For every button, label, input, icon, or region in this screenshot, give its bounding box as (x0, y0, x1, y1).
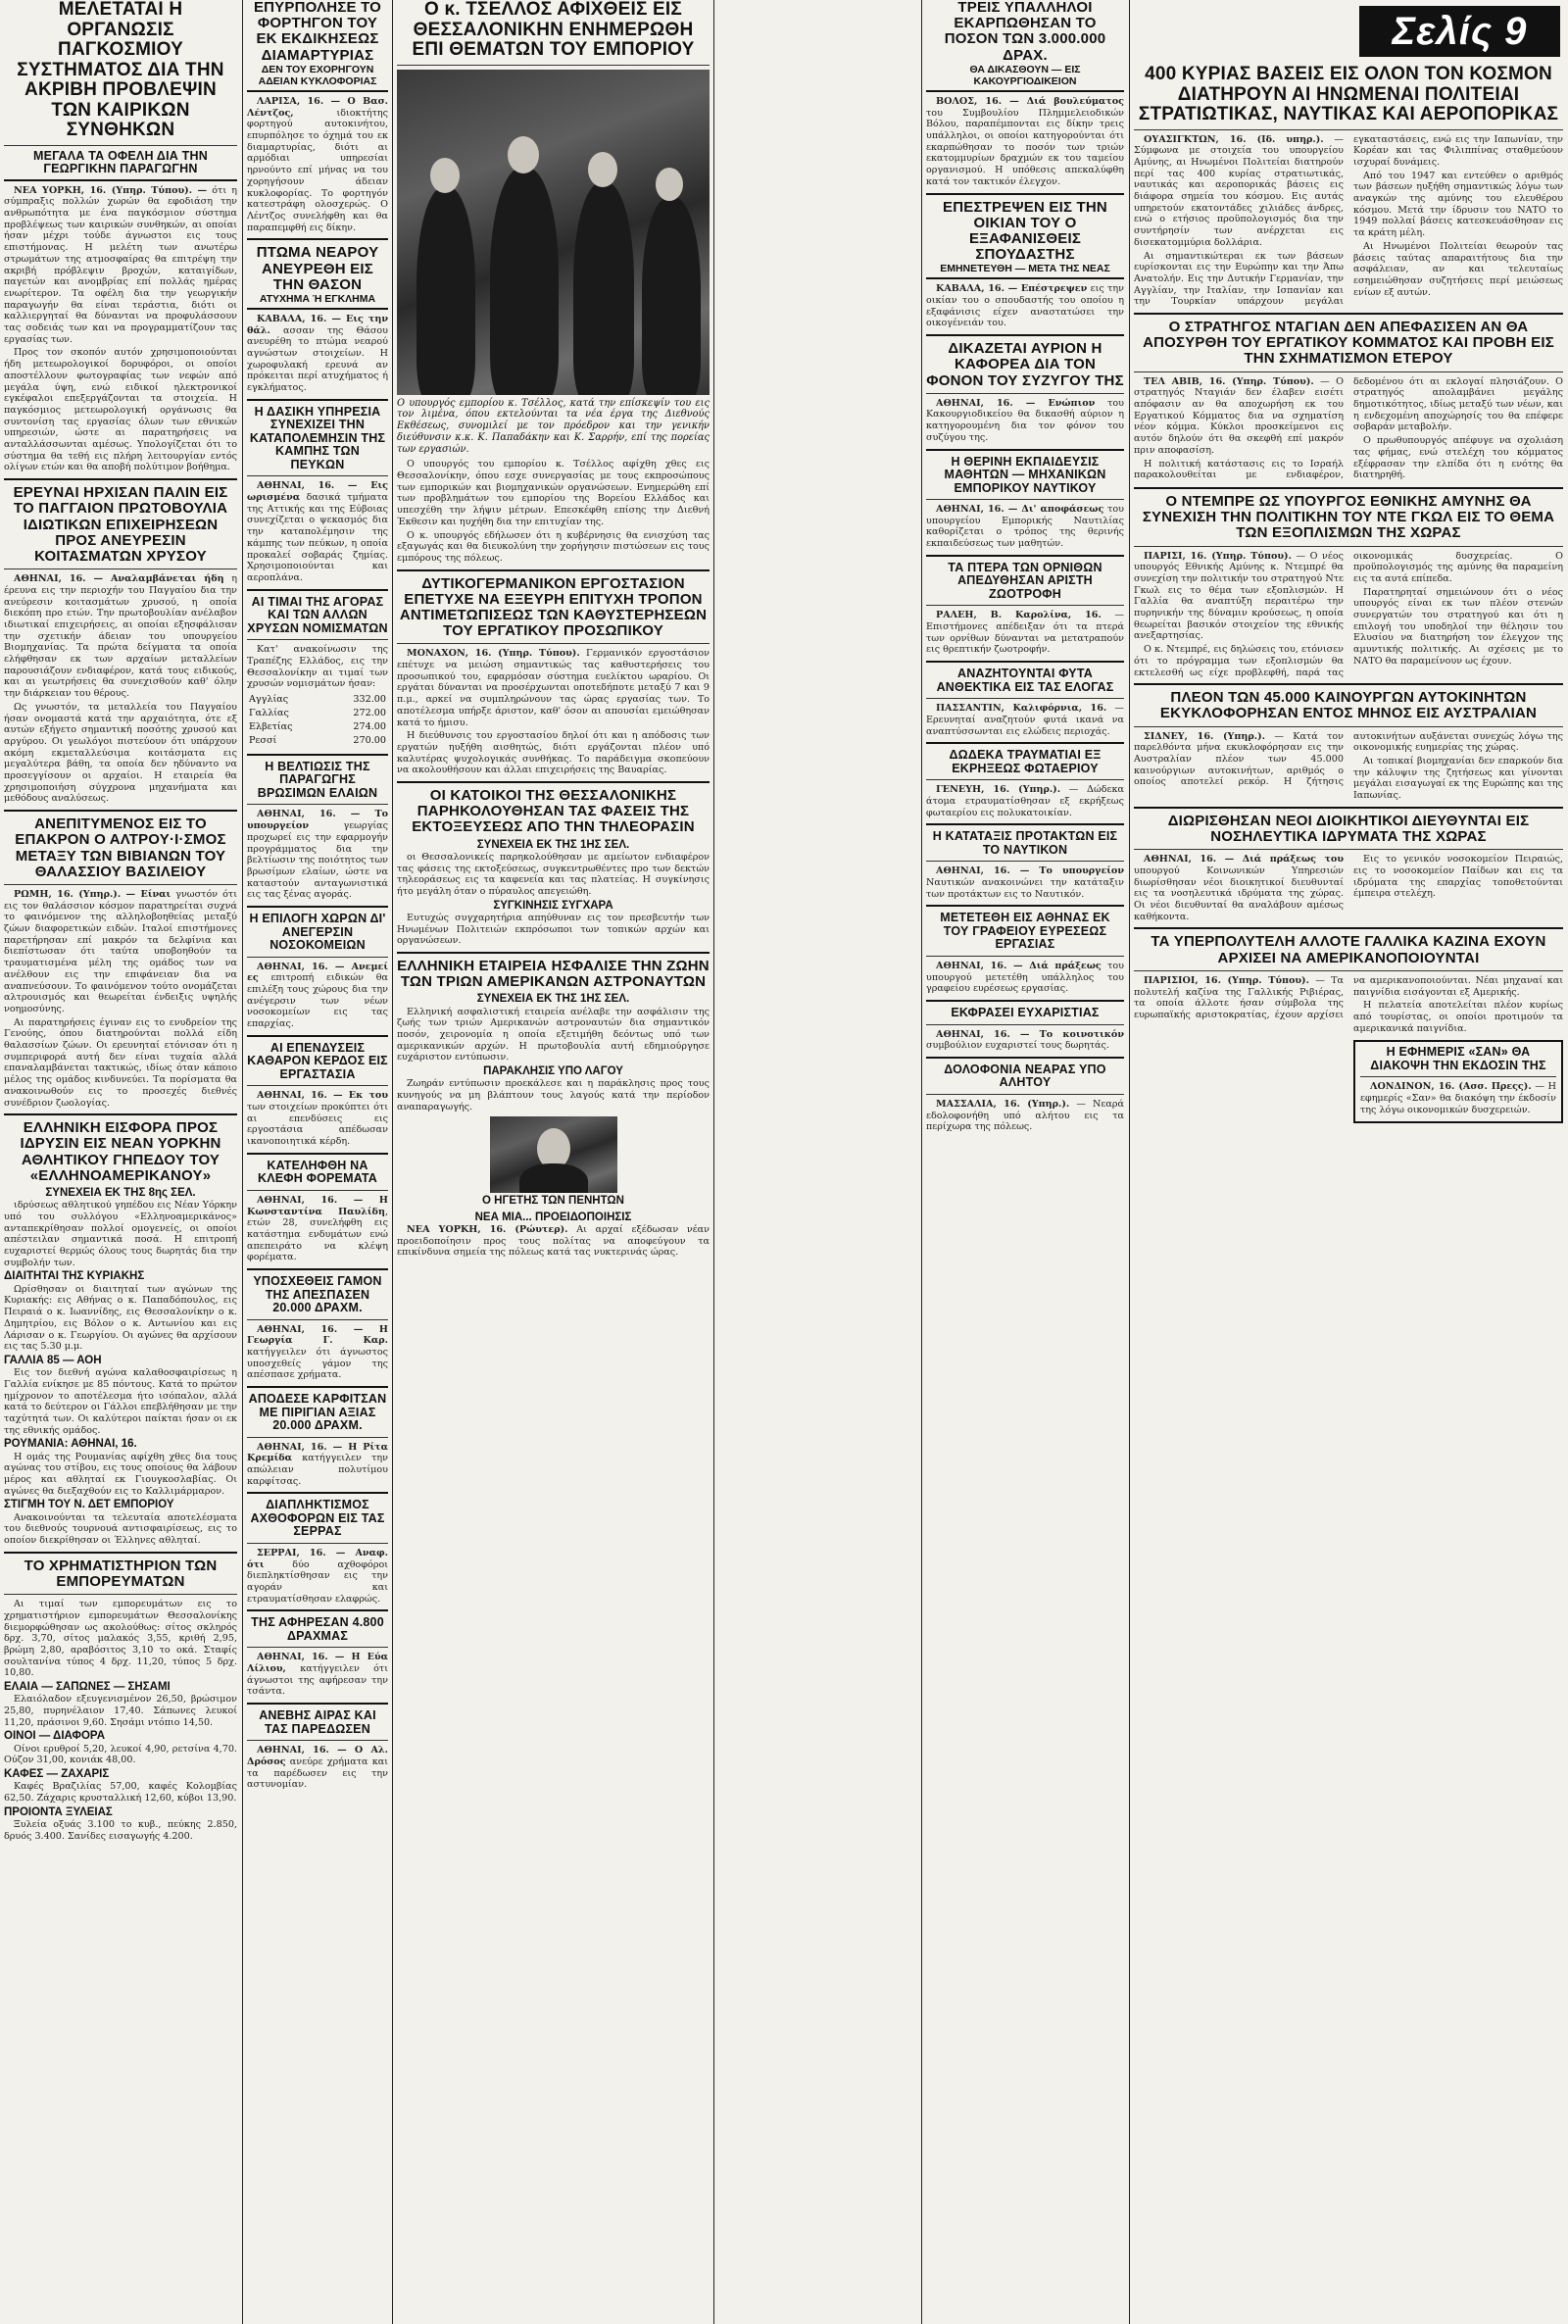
dateline: ΑΘΗΝΑΙ, 16. — Το υπουργείον (247, 809, 388, 832)
article-body: ΑΘΗΝΑΙ, 16. — Η Γεωργία Γ. Καρ. κατήγγειλεν ότι άγνωστος υποσχεθείς γάμον της απέσπασε χρήματα. (247, 1323, 388, 1381)
headline: Η ΔΑΣΙΚΗ ΥΠΗΡΕΣΙΑ ΣΥΝΕΧΙΖΕΙ ΤΗΝ ΚΑΤΑΠΟΛΕΜΗΣΙΝ ΤΗΣ ΚΑΜΠΗΣ ΤΩΝ ΠΕΥΚΩΝ (249, 404, 386, 471)
article-body: ΑΘΗΝΑΙ, 16. — Το υπουργείον Ναυτικών ανακοινώνει την κατάταξιν των προτάκτων εις το Ναυτικόν. (926, 865, 1124, 900)
page-header (1145, 6, 1560, 61)
dateline: ΑΘΗΝΑΙ, 16. — Η Γεωργία Γ. Καρ. (247, 1323, 388, 1347)
dateline: ΑΘΗΝΑΙ, 16. — Διά πράξεως του (1144, 854, 1344, 865)
article-body: ΑΘΗΝΑΙ, 16. — Εις ωρισμένα δασικά τμήματα της Αττικής και της Εύβοιας συνεχίζεται ο ψεκασμός δια την καταπολέμησιν της κάμπης των πεύκων, η οποία προκαλεί σοβαράς ζημίας. Χρησιμοποιούνται και αεροπλάνα. (247, 480, 388, 583)
coin-price: 274.00 (353, 720, 386, 732)
headline: ΟΙ ΚΑΤΟΙΚΟΙ ΤΗΣ ΘΕΣΣΑΛΟΝΙΚΗΣ ΠΑΡΗΚΟΛΟΥΘΗΣΑΝ ΤΑΣ ΦΑΣΕΙΣ ΤΗΣ ΕΚΤΟΞΕΥΣΕΩΣ ΑΠΟ ΤΗΝ ΤΗΛΕΟΡΑΣΙΝ (412, 787, 695, 836)
headline: ΔΙΚΑΖΕΤΑΙ ΑΥΡΙΟΝ Η ΚΑΦΟΡΕΑ ΔΙΑ ΤΟΝ ΦΟΝΟΝ ΤΟΥ ΣΥΖΥΓΟΥ ΤΗΣ (926, 340, 1124, 389)
price-row (249, 735, 386, 747)
headline: Η ΚΑΤΑΤΑΞΙΣ ΠΡΟΤΑΚΤΩΝ ΕΙΣ ΤΟ ΝΑΥΤΙΚΟΝ (932, 829, 1118, 857)
dateline: ΑΘΗΝΑΙ, 16. — Η Ρίτα Κρεμίδα (247, 1441, 388, 1464)
article-body: ΣΙΔΝΕΥ, 16. (Υπηρ.). — Κατά τον παρελθόντα μήνα εκυκλοφόρησαν εις την Αυστραλίαν πλέον των 45.000 καινούργιων αυτοκινήτων, αριθμός ο οποίος αποτελεί ρεκόρ. Η ζήτησις αυτοκινήτων αυξάνεται συνεχώς λόγω της οικονομικής ευημερίας της χώρας. Αι τοπικαί βιομηχανίαι δεν επαρκούν δια την κάλυψιν της ζητήσεως και γίνονται μεγάλαι εισαγωγαί εκ της Ευρώπης και της Ιαπωνίας. (1134, 730, 1563, 802)
headline: ΔΙΩΡΙΣΘΗΣΑΝ ΝΕΟΙ ΔΙΟΙΚΗΤΙΚΟΙ ΔΙΕΥΘΥΝΤΑΙ ΕΙΣ ΝΟΣΗΛΕΥΤΙΚΑ ΙΔΡΥΜΑΤΑ ΤΗΣ ΧΩΡΑΣ (1167, 812, 1530, 846)
column-4 (926, 0, 1124, 2324)
headline: ΤΟ ΧΡΗΜΑΤΙΣΤΗΡΙΟΝ ΤΩΝ ΕΜΠΟΡΕΥΜΑΤΩΝ (24, 1557, 218, 1590)
boxed-notice (1353, 1040, 1563, 1123)
headline: Η ΒΕΛΤΙΩΣΙΣ ΤΗΣ ΠΑΡΑΓΩΓΗΣ ΒΡΩΣΙΜΩΝ ΕΛΑΙΩΝ (257, 759, 378, 800)
section-subhead: ΟΙΝΟΙ — ΔΙΑΦΟΡΑ (4, 1730, 106, 1743)
headline: ΔΙΑΠΛΗΚΤΙΣΜΟΣ ΑΧΘΟΦΟΡΩΝ ΕΙΣ ΤΑΣ ΣΕΡΡΑΣ (250, 1498, 385, 1539)
dateline: ΚΑΒΑΛΑ, 16. — Εις την θάλ. (247, 313, 388, 336)
section-subhead: ΠΡΟΙΟΝΤΑ ΞΥΛΕΙΑΣ (4, 1805, 113, 1818)
article-body: ΑΘΗΝΑΙ, 16. — Αναλαμβάνεται ήδη η έρευνα εις την περιοχήν του Παγγαίου δια την ανεύρεσιν κοιτασμάτων χρυσού, η οποία διεκόπη προ ετών. Την πρωτοβουλίαν ανέλαβον ιδιωτικαί επιχειρήσεις, αι οποίαι εξησφάλισαν την σχετικήν άδειαν του υπουργείου Βιομηχανίας. Τα πρώτα δείγματα τα οποία ελήφθησαν εκ των αρχαίων μεταλλείων παρουσιάζουν ενδιαφέρον, κατά τους ειδικούς, και αι γεωτρήσεις θα συνεχισθούν καθ' όλην την διάρκειαν του θέρους. Ως γνωστόν, τα μεταλλεία του Παγγαίου ήσαν ονομαστά κατά την αρχαιότητα, ότε εξ αυτών εξήγετο σημαντική ποσότης χρυσού και αργύρου. Οι γεωλόγοι πιστεύουν ότι υπάρχουν ακόμη εκμεταλλεύσιμα κοιτάσματα εις μεγαλύτερα βάθη, τα οποία δεν ηδύναντο να προσεγγίσουν οι αρχαίοι. Η εταιρεία θα χρησιμοποιήση σύγχρονα μηχανήματα και μεθόδους αναλύσεως. (4, 573, 237, 805)
article-body: ΑΘΗΝΑΙ, 16. — Διά πράξεως του υπουργού Κοινωνικών Υπηρεσιών διωρίσθησαν νέοι διοικητικοί διευθυνταί εις τα νοσηλευτικά ιδρύματα της χώρας. Οι νέοι διευθυνταί θα αναλάβουν αμέσως καθήκοντα. Εις το γενικόν νοσοκομείον Πειραιώς, εις το νοσοκομείον Παίδων και εις τα ιδρύματα της επαρχίας τοποθετούνται έμπειρα στελέχη. (1134, 854, 1563, 922)
headline: ΕΚΦΡΑΣΕΙ ΕΥΧΑΡΙΣΤΙΑΣ (951, 1006, 1100, 1020)
dateline: ΠΑΣΣΑΝΤΙΝ, Καλιφόρνια, 16. (936, 703, 1107, 715)
dateline: ΝΕΑ ΥΟΡΚΗ, 16. (Υπηρ. Τύπου). — (14, 184, 208, 196)
article-body: Καφές Βραζιλίας 57,00, καφές Κολομβίας 62,50. Ζάχαρις κρυσταλλική 12,60, κύβοι 13,90. (4, 1781, 237, 1804)
headline: ΠΤΩΜΑ ΝΕΑΡΟΥ ΑΝΕΥΡΕΘΗ ΕΙΣ ΤΗΝ ΘΑΣΟΝ (256, 244, 379, 293)
headline: Η ΕΠΙΛΟΓΗ ΧΩΡΩΝ ΔΙ' ΑΝΕΓΕΡΣΙΝ ΝΟΣΟΚΟΜΕΙΩΝ (249, 912, 386, 953)
section-subhead: ΝΕΑ ΜΙΑ... ΠΡΟΕΙΔΟΠΟΙΗΣΙΣ (474, 1211, 632, 1223)
article-body: ΠΑΣΣΑΝΤΙΝ, Καλιφόρνια, 16. — Ερευνηταί αναζητούν φυτά ικανά να αναπτύσσωνται εις ελώδεις περιοχάς. (926, 703, 1124, 737)
article-body: ΑΘΗΝΑΙ, 16. — Διά πράξεως του υπουργού μετετέθη υπάλληλος του γραφείου ευρέσεως εργασίας. (926, 960, 1124, 995)
section-subhead: ΓΑΛΛΙΑ 85 — ΑΟΗ (4, 1354, 102, 1366)
dateline: ΑΘΗΝΑΙ, 16. — Η Κωνσταντίνα Παυλίδη (247, 1194, 388, 1217)
article-body: ΚΑΒΑΛΑ, 16. — Εις την θάλ. ασσαν της Θάσου ανευρέθη το πτώμα νεαρού αγνώστων στοιχείων. Η χωροφυλακή ερευνά αν πρόκειται περί ατυχήματος ή εγκλήματος. (247, 313, 388, 394)
subheadline: ΕΜΗΝΕΤΕΥΘΗ — ΜΕΤΑ ΤΗΣ ΝΕΑΣ (926, 263, 1124, 279)
column-3 (397, 0, 710, 2324)
article-body: ΠΑΡΙΣΙΟΙ, 16. (Υπηρ. Τύπου). — Τα πολυτελή καζίνα της Γαλλικής Ριβιέρας, τα οποία άλλοτε ήσαν σύμβολα της ευρωπαϊκής αριστοκρατίας, έχουν αρχίσει να αμερικανοποιούνται. Νέαι μηχαναί και παιγνίδια εισάγονται εξ Αμερικής. Η πελατεία αποτελείται πλέον κυρίως από τουρίστας, οι οποίοι προτιμούν τα αμερικανικά παιγνίδια. (1134, 974, 1563, 1034)
dateline: ΤΕΛ ΑΒΙΒ, 16. (Υπηρ. Τύπου). (1144, 375, 1314, 387)
dateline: ΡΑΛΕΗ, Β. Καρολίνα, 16. (936, 610, 1102, 621)
article-body: ΟΥΑΣΙΓΚΤΩΝ, 16. (Ιδ. υπηρ.). — Σύμφωνα με στοιχεία του υπουργείου Αμύνης, αι Ηνωμένοι Πολιτείαι διατηρούν περί τας 400 κυρίας στρατιωτικάς, ναυτικάς και αεροπορικάς βάσεις εις διάφορα σημεία του κόσμου. Εις αυτάς υπηρετούν εκατοντάδες χιλιάδες άνδρες, ενώ ο ετήσιος προϋπολογισμός δια την συντήρησίν των ανέρχεται εις δισεκατομμύρια δολλάρια. Αι σημαντικώτεραι εκ των βάσεων ευρίσκονται εις την Ευρώπην και την Άπω Ανατολήν. Εις την Δυτικήν Γερμανίαν, την Αγγλίαν, την Ιταλίαν, την Ισπανίαν και την Τουρκίαν υπάρχουν μεγάλαι εγκαταστάσεις, ενώ εις την Ιαπωνίαν, την Κορέαν και τας Φιλιππίνας σταθμεύουν ισχυραί δυνάμεις. Από του 1947 και εντεύθεν ο αριθμός των βάσεων ηυξήθη σημαντικώς λόγω των αναγκών της αμύνης του ελευθέρου κόσμου. Μετά την ίδρυσιν του ΝΑΤΟ το 1949 πολλαί βάσεις κατεσκευάσθησαν εις τα κράτη μέλη. Αι Ηνωμένοι Πολιτείαι θεωρούν τας βάσεις ταύτας απαραιτήτους δια την ασφάλειαν, αν και τελευταίως εσημειώθησαν συζητήσεις περί μειώσεως ενίων εξ αυτών. (1134, 133, 1563, 308)
dateline: ΣΕΡΡΑΙ, 16. — Αναφ. ότι (247, 1547, 388, 1570)
headline: ΕΛΛΗΝΙΚΗ ΕΤΑΙΡΕΙΑ ΗΣΦΑΛΙΣΕ ΤΗΝ ΖΩΗΝ ΤΩΝ ΤΡΙΩΝ ΑΜΕΡΙΚΑΝΩΝ ΑΣΤΡΟΝΑΥΤΩΝ (397, 958, 710, 991)
section-subhead: ΡΟΥΜΑΝΙΑ: ΑΘΗΝΑΙ, 16. (4, 1438, 137, 1451)
article-body: ΡΩΜΗ, 16. (Υπηρ.). — Είναι γνωστόν ότι εις τον θαλάσσιον κόσμον παρατηρείται συχνά το φαινόμενον της αλληλοβοηθείας μεταξύ ζώων διαφορετικών ειδών. Ιταλοί επιστήμονες παρετήρησαν επί μακρόν τα δελφίνια και διεπίστωσαν ότι ταύτα υποβοηθούν τα τραυματισμένα μέλη της ομάδος των να ανέλθουν εις την επιφάνειαν δια να αναπνεύσουν. Το φαινόμενον τούτο ονομάζεται αλτρουισμός και θεωρείται ένδειξις υψηλής νοημοσύνης. Αι παρατηρήσεις έγιναν εις το ενυδρείον της Γενούης, όπου διατηρούνται πολλά είδη θαλασσίων ζώων. Οι ερευνηταί ετόνισαν ότι η συμπεριφορά αυτή δεν είναι τυχαία αλλά επαναλαμβάνεται τακτικώς, ιδίως όταν κάποιο μέλος της ομάδος κινδυνεύει. Τα πορίσματα θα ανακοινωθούν εις το προσεχές διεθνές συνέδριον ζωολογίας. (4, 888, 237, 1109)
article-body: Οίνοι ερυθροί 5,20, λευκοί 4,90, ρετσίνα 4,70. Ούζον 31,00, κονιάκ 48,00. (4, 1743, 237, 1766)
column-1 (4, 0, 237, 2324)
dateline: ΣΙΔΝΕΥ, 16. (Υπηρ.). (1144, 730, 1265, 742)
article-body: ΤΕΛ ΑΒΙΒ, 16. (Υπηρ. Τύπου). — Ο στρατηγός Νταγιάν δεν έλαβεν εισέτι απόφασιν αν θα αποχωρήση εκ του Εργατικού Κόμματος δια να σχηματίση νέον κόμμα. Κύκλοι προσκείμενοι εις αυτόν δηλούν ότι θα σκεφθή επί μακρόν πριν αποφασίση. Η πολιτική κατάστασις εις το Ισραήλ παρακολουθείται με ενδιαφέρον, δεδομένου ότι αι εκλογαί πλησιάζουν. Ο στρατηγός απολαμβάνει μεγάλης δημοτικότητος, ιδίως μεταξύ των νέων, και η ενδεχομένη αποχώρησίς του θα επέφερε σοβαράν μεταβολήν. Ο πρωθυπουργός απέφυγε να σχολιάση τας φήμας, ενώ στελέχη του κόμματος εξέφρασαν την ελπίδα ότι η ενότης θα διατηρηθή. (1134, 375, 1563, 481)
article-body: ΑΘΗΝΑΙ, 16. — Η Εύα Λίλιου, κατήγγειλεν ότι άγνωστοι της αφήρεσαν την τσάντα. (247, 1652, 388, 1698)
dateline: ΑΘΗΝΑΙ, 16. — Το υπουργείον (936, 865, 1124, 877)
headline: ΑΙ ΤΙΜΑΙ ΤΗΣ ΑΓΟΡΑΣ ΚΑΙ ΤΩΝ ΑΛΛΩΝ ΧΡΥΣΩΝ ΝΟΜΙΣΜΑΤΩΝ (247, 594, 388, 635)
column-rule (713, 0, 714, 2324)
dateline: ΑΘΗΝΑΙ, 16. — Δι' αποφάσεως (936, 504, 1104, 515)
article-body: ΓΕΝΕΥΗ, 16. (Υπηρ.). — Δώδεκα άτομα ετραυματίσθησαν εξ εκρήξεως φωταερίου εις πολυκατοικίαν. (926, 784, 1124, 818)
headline: ΑΝΕΠΙΤΥΜΕΝΟΣ ΕΙΣ ΤΟ ΕΠΑΚΡΟΝ Ο ΑΛΤΡΟΥ·Ι·ΣΜΟΣ ΜΕΤΑΞΥ ΤΩΝ ΒΙΒΙΑΝΩΝ ΤΟΥ ΘΑΛΑΣΣΙΟΥ ΒΑΣΙΛΕΙΟΥ (15, 816, 226, 880)
photo-caption: Ο ΗΓΕΤΗΣ ΤΩΝ ΠΕΝΗΤΩΝ (482, 1195, 624, 1208)
headline: ΜΕΛΕΤΑΤΑΙ Η ΟΡΓΑΝΩΣΙΣ ΠΑΓΚΟΣΜΙΟΥ ΣΥΣΤΗΜΑΤΟΣ ΔΙΑ ΤΗΝ ΑΚΡΙΒΗ ΠΡΟΒΛΕΨΙΝ ΤΩΝ ΚΑΙΡΙΚΩΝ ΣΥΝΘΗΚΩΝ (17, 0, 224, 141)
continuation-note: ΣΥΝΕΧΕΙΑ ΕΚ ΤΗΣ 1ΗΣ ΣΕΛ. (476, 838, 630, 851)
article-body: ΛΟΝΔΙΝΟΝ, 16. (Ασσ. Πρεςς). — Η εφημερίς «Σαν» θα διακόψη την έκδοσίν της λόγω οικονομικών δυσχερειών. (1360, 1081, 1556, 1115)
dateline: ΒΟΛΟΣ, 16. — Διά βουλεύματος (936, 95, 1124, 107)
article-body: ΑΘΗΝΑΙ, 16. — Η Κωνσταντίνα Παυλίδη, ετών 28, συνελήφθη εις κατάστημα ενδυμάτων ενώ απεπειράτο να κλέψη φορέματα. (247, 1194, 388, 1263)
headline: Ο ΣΤΡΑΤΗΓΟΣ ΝΤΑΓΙΑΝ ΔΕΝ ΑΠΕΦΑΣΙΣΕΝ ΑΝ ΘΑ ΑΠΟΣΥΡΘΗ ΤΟΥ ΕΡΓΑΤΙΚΟΥ ΚΟΜΜΑΤΟΣ ΚΑΙ ΠΡΟΒΗ ΕΙΣ ΤΗΝ ΣΧΗΜΑΤΙΣΜΟΝ ΕΤΕΡΟΥ (1143, 319, 1554, 368)
continuation-note: ΣΥΝΕΧΕΙΑ ΕΚ ΤΗΣ 8ης ΣΕΛ. (45, 1187, 196, 1200)
article-body: ΑΘΗΝΑΙ, 16. — Το κοινοτικόν συμβούλιον ευχαριστεί τους δωρητάς. (926, 1028, 1124, 1052)
subheadline: ΘΑ ΔΙΚΑΣΘΟΥΝ — ΕΙΣ ΚΑΚΟΥΡΓΙΟΔΙΚΕΙΟΝ (926, 64, 1124, 92)
dateline: ΛΑΡΙΣΑ, 16. — Ο Βασ. Λέντζος, (247, 95, 388, 119)
headline: ΤΗΣ ΑΦΗΡΕΣΑΝ 4.800 ΔΡΑΧΜΑΣ (251, 1615, 384, 1643)
headline: ΠΛΕΟΝ ΤΩΝ 45.000 ΚΑΙΝΟΥΡΓΩΝ ΑΥΤΟΚΙΝΗΤΩΝ ΕΚΥΚΛΟΦΟΡΗΣΑΝ ΕΝΤΟΣ ΜΗΝΟΣ ΕΙΣ ΑΥΣΤΡΑΛΙΑΝ (1159, 689, 1538, 722)
headline: ΕΠΕΣΤΡΕΨΕΝ ΕΙΣ ΤΗΝ ΟΙΚΙΑΝ ΤΟΥ Ο ΕΞΑΦΑΝΙΣΘΕΙΣ ΣΠΟΥΔΑΣΤΗΣ (943, 198, 1107, 264)
dateline: ΑΘΗΝΑΙ, 16. — Διά πράξεως (936, 960, 1102, 971)
dateline: ΑΘΗΝΑΙ, 16. — Ο Αλ. Δρόσος (247, 1745, 388, 1767)
article-body: Ζωηράν εντύπωσιν προεκάλεσε και η παράκλησις προς τους κυνηγούς να μη βλάπτουν τους λαγούς κατά την περίοδον αναπαραγωγής. (397, 1078, 710, 1113)
coin-price: 272.00 (353, 707, 386, 718)
headline: ΑΠΟΔΕΣΕ ΚΑΡΦΙΤΣΑΝ ΜΕ ΠΙΡΙΓΙΑΝ ΑΞΙΑΣ 20.000 ΔΡΑΧΜ. (248, 1392, 387, 1433)
section-subhead: ΠΑΡΑΚΛΗΣΙΣ ΥΠΟ ΛΑΓΟΥ (483, 1065, 623, 1078)
article-body: ΑΘΗΝΑΙ, 16. — Το υπουργείον γεωργίας προχωρεί εις την εφαρμογήν προγράμματος δια την βελτίωσιν της ποιότητος των βρωσίμων ελαίων, ώστε να καταστούν ανταγωνιστικά εις τας ξένας αγοράς. (247, 809, 388, 901)
section-subhead: ΣΥΓΚΙΝΗΣΙΣ ΣΥΓΧΑΡΑ (493, 899, 613, 912)
dateline: ΟΥΑΣΙΓΚΤΩΝ, 16. (Ιδ. υπηρ.). (1144, 133, 1324, 145)
article-body: Ελαιόλαδον εξευγενισμένον 26,50, βρώσιμον 25,80, πυρηνέλαιον 17,40. Σάπωνες λευκοί 11,20, πράσινοι 9,60. Σησάμι ντόπιο 14,50. (4, 1694, 237, 1728)
subheadline: ΔΕΝ ΤΟΥ ΕΧΟΡΗΓΟΥΝ ΑΔΕΙΑΝ ΚΥΚΛΟΦΟΡΙΑΣ (247, 64, 388, 92)
dateline: ΡΩΜΗ, 16. (Υπηρ.). — Είναι (14, 888, 172, 900)
article-body: ΝΕΑ ΥΟΡΚΗ, 16. (Ρώυτερ). Αι αρχαί εξέδωσαν νέαν προειδοποίησιν προς τους πολίτας να αποφεύγουν τα επικίνδυνα σημεία της πόλεως κατά τας νυκτερινάς ώρας. (397, 1223, 710, 1259)
headline: ΔΥΤΙΚΟΓΕΡΜΑΝΙΚΟΝ ΕΡΓΟΣΤΑΣΙΟΝ ΕΠΕΤΥΧΕ ΝΑ ΕΞΕΥΡΗ ΕΠΙΤΥΧΗ ΤΡΟΠΟΝ ΑΝΤΙΜΕΤΩΠΙΣΕΩΣ ΤΩΝ ΚΑΘΥΣΤΕΡΗΣΕΩΝ ΤΟΥ ΕΡΓΑΤΙΚΟΥ ΠΡΟΣΩΠΙΚΟΥ (399, 574, 708, 640)
article-body: ΜΟΝΑΧΟΝ, 16. (Υπηρ. Τύπου). Γερμανικόν εργοστάσιον επέτυχε να μειώση σημαντικώς τας καθυστερήσεις του προσωπικού του, εφαρμόσαν σύστημα ευελίκτου ωραρίου. Οι εργάται δύνανται να προσέρχωνται οποτεδήποτε μεταξύ 7 και 9 π.μ., αρκεί να συμπληρώνουν τας ώρας εργασίας των. Το αποτέλεσμα υπήρξε άριστον, καθ' όσον αι απουσίαι εμειώθησαν κατά το ήμισυ. Η διεύθυνσις του εργοστασίου δηλοί ότι και η απόδοσις των εργατών ηυξήθη αισθητώς, διότι εργάζονται πλέον υπό καλυτέρας ψυχολογικάς συνθήκας. Το παράδειγμα σκοπεύουν να ακολουθήσουν και άλλαι επιχειρήσεις της Βαυαρίας. (397, 648, 710, 776)
dateline: ΛΟΝΔΙΝΟΝ, 16. (Ασσ. Πρεςς). (1370, 1081, 1532, 1093)
section-subhead: ΕΛΑΙΑ — ΣΑΠΩΝΕΣ — ΣΗΣΑΜΙ (4, 1681, 171, 1694)
dateline: ΜΟΝΑΧΟΝ, 16. (Υπηρ. Τύπου). (407, 648, 580, 660)
headline: ΥΠΟΣΧΕΘΕΙΣ ΓΑΜΟΝ ΤΗΣ ΑΠΕΣΠΑΣΕΝ 20.000 ΔΡΑΧΜ. (253, 1274, 382, 1315)
fx-intro: Κατ' ανακοίνωσιν της Τραπέζης Ελλάδος, εις την Θεσσαλονίκην αι τιμαί των χρυσών νομισμάτων ήσαν: (247, 644, 388, 690)
article-body: Η ομάς της Ρουμανίας αφίχθη χθες δια τους αγώνας του στίβου, εις τους οποίους θα λάβουν μέρος και αθληταί εκ Γιουγκοσλαβίας. Οι αγώνες θα διεξαχθούν εις το Καλλιμάρμαρον. (4, 1451, 237, 1497)
article-body: ιδρύσεως αθλητικού γηπέδου εις Νέαν Υόρκην υπό του συλλόγου «Ελληνοαμερικάνος» ανταπεκρίθησαν πολλοί ομογενείς, οι οποίοι απέστειλαν σημαντικά ποσά. Η επιτροπή ευχαριστεί θερμώς όλους τους δωρητάς δια την συμβολήν των. (4, 1200, 237, 1268)
article-body: ΑΘΗΝΑΙ, 16. — Ο Αλ. Δρόσος ανεύρε χρήματα και τα παρέδωσεν εις την αστυνομίαν. (247, 1745, 388, 1791)
dateline: ΑΘΗΝΑΙ, 16. — Εκ του (257, 1090, 388, 1102)
article-body: Ελληνική ασφαλιστική εταιρεία ανέλαβε την ασφάλισιν της ζωής των τριών Αμερικανών αστροναυτών δια σημαντικόν ποσόν, χειρονομία η οποία εξετιμήθη δεόντως υπό των αμερικανικών αρχών. Η πρωτοβουλία αυτή εδημιούργησε ευχάριστον εντύπωσιν. (397, 1006, 710, 1063)
article-body: ΑΘΗΝΑΙ, 16. — Δι' αποφάσεως του υπουργείου Εμπορικής Ναυτιλίας καθορίζεται ο τρόπος της θερινής εκπαιδεύσεως των μαθητών. (926, 504, 1124, 550)
article-body: Ευτυχώς συγχαρητήρια απηύθυναν εις τον πρεσβευτήν των Ηνωμένων Πολιτειών εκπρόσωποι των τοπικών αρχών και οργανώσεων. (397, 912, 710, 947)
coin-label: Ρεσσί (249, 734, 277, 746)
article-body: Εις τον διεθνή αγώνα καλαθοσφαιρίσεως η Γαλλία ενίκησε με 85 πόντους. Κατά το πρώτον ημίχρονον το αποτέλεσμα ήτο ισόπαλον, αλλά κατά το δεύτερον οι Γάλλοι επεβλήθησαν με την ταχύτητά των. Οι καλύτεροι παίκται ήσαν οι εκ της εθνικής ομάδος. (4, 1367, 237, 1436)
article-body: ΣΕΡΡΑΙ, 16. — Αναφ. ότι δύο αχθοφόροι διεπληκτίσθησαν εις την αγοράν και ετραυματίσθησαν ελαφρώς. (247, 1547, 388, 1605)
article-body: ΜΑΣΣΑΛΙΑ, 16. (Υπηρ.). — Νεαρά εδολοφονήθη υπό αλήτου εις τα περίχωρα της πόλεως. (926, 1098, 1124, 1133)
price-row (249, 694, 386, 706)
dateline: ΑΘΗΝΑΙ, 16. — Ανεμεί ες (247, 961, 388, 984)
column-rule (921, 0, 922, 2324)
column-rule (392, 0, 393, 2324)
article-body (247, 644, 388, 690)
section-subhead: ΚΑΦΕΣ — ΖΑΧΑΡΙΣ (4, 1767, 110, 1780)
article-body: ΠΑΡΙΣΙ, 16. (Υπηρ. Τύπου). — Ο νέος υπουργός Εθνικής Αμύνης κ. Ντεμπρέ θα συνεχίση την πολιτικήν του στρατηγού Ντε Γκωλ εις το θέμα των εξοπλισμών. Η Γαλλία θα αναπτύξη περαιτέρω την πυρηνικήν της δύναμιν κρούσεως, η οποία θεωρείται βασικόν στοιχείον της εθνικής ανεξαρτησίας. Ο κ. Ντεμπρέ, εις δηλώσεις του, ετόνισεν ότι το πρόγραμμα των εξοπλισμών θα εκτελεσθή ως είχε προβλεφθή, παρά τας οικονομικάς δυσχερείας. Ο προϋπολογισμός της αμύνης θα παραμείνη εις τα αυτά επίπεδα. Παρατηρηταί σημειώνουν ότι ο νέος υπουργός είναι εκ των πλέον στενών συνεργατών του στρατηγού και ότι η επιλογή του υποδηλοί την θέλησιν του Ελυσίου να διατηρήση τον έλεγχον της αμυντικής πολιτικής. Αι σχέσεις με το ΝΑΤΟ θα παραμείνουν ως έχουν. (1134, 550, 1563, 678)
section-subhead: ΔΙΑΙΤΗΤΑΙ ΤΗΣ ΚΥΡΙΑΚΗΣ (4, 1270, 145, 1283)
headline: ΔΩΔΕΚΑ ΤΡΑΥΜΑΤΙΑΙ ΕΞ ΕΚΡΗΞΕΩΣ ΦΩΤΑΕΡΙΟΥ (949, 748, 1102, 775)
article-body: Ξυλεία οξυάς 3.100 το κυβ., πεύκης 2.850, δρυός 3.400. Σανίδες εισαγωγής 4.200. (4, 1818, 237, 1842)
dateline: ΚΑΒΑΛΑ, 16. — Επέστρεψεν (936, 283, 1088, 295)
column-2 (247, 0, 388, 2324)
article-body: Ο υπουργός του εμπορίου κ. Τσέλλος αφίχθη χθες εις Θεσσαλονίκην, όπου εσχε συνεργασίας με τους εκπροσώπους των εμπορικών και βιομηχανικών οργανώσεων. Ενημερώθη επί των προβλημάτων του εμπορίου της Βορείου Ελλάδος και υπεσχέθη την λήψιν μέτρων. Επεσκέφθη επίσης την Διεθνή Έκθεσιν και ηυχήθη δια την επιτυχίαν της. Ο κ. υπουργός εδήλωσεν ότι η κυβέρνησις θα ενισχύση τας εξαγωγάς και θα διευκολύνη την χορήγησιν πιστώσεων εις τους εμπόρους της πόλεως. (397, 459, 710, 564)
gold-coin-prices-table (247, 692, 388, 749)
article-body: ΑΘΗΝΑΙ, 16. — Εκ του των στοιχείων προκύπτει ότι αι επενδύσεις εις εργοστάσια απέδωσαν ικανοποιητικά κέρδη. (247, 1090, 388, 1148)
headline: ΤΑ ΠΤΕΡΑ ΤΩΝ ΟΡΝΙΘΩΝ ΑΠΕΔΥΘΗΣΑΝ ΑΡΙΣΤΗ ΖΩΟΤΡΟΦΗ (948, 560, 1102, 601)
coin-label: Αγγλίας (249, 694, 289, 705)
headline: ΑΝΑΖΗΤΟΥΝΤΑΙ ΦΥΤΑ ΑΝΘΕΚΤΙΚΑ ΕΙΣ ΤΑΣ ΕΛΟΓΑΣ (936, 667, 1114, 694)
headline: 400 ΚΥΡΙΑΣ ΒΑΣΕΙΣ ΕΙΣ ΟΛΟΝ ΤΟΝ ΚΟΣΜΟΝ ΔΙΑΤΗΡΟΥΝ ΑΙ ΗΝΩΜΕΝΑΙ ΠΟΛΙΤΕΙΑΙ ΣΤΡΑΤΙΩΤΙΚΑΣ, ΝΑΥΤΙΚΑΣ ΚΑΙ ΑΕΡΟΠΟΡΙΚΑΣ (1138, 65, 1559, 125)
headline: ΤΡΕΙΣ ΥΠΑΛΛΗΛΟΙ ΕΚΑΡΠΩΘΗΣΑΝ ΤΟ ΠΟΣΟΝ ΤΩΝ 3.000.000 ΔΡΑΧ. (944, 0, 1106, 64)
price-row (249, 721, 386, 733)
section-subhead: ΣΤΙΓΜΗ ΤΟΥ Ν. ΔΕΤ ΕΜΠΟΡΙΟΥ (4, 1499, 174, 1511)
headline: ΔΟΛΟΦΟΝΙΑ ΝΕΑΡΑΣ ΥΠΟ ΑΛΗΤΟΥ (944, 1062, 1106, 1090)
article-body: ΛΑΡΙΣΑ, 16. — Ο Βασ. Λέντζος, ιδιοκτήτης φορτηγού αυτοκινήτου, επυρπόλησε το όχημά του εκ διαμαρτυρίας, διότι αι αρμόδιαι υπηρεσίαι ηρνούντο επί μήνας να του χορηγήσουν άδειαν κυκλοφορίας. Το φορτηγόν κατεστράφη ολοσχερώς. Ο Λέντζος συνελήφθη και θα παραπεμφθή εις δίκην. (247, 95, 388, 233)
headline: Ο ΝΤΕΜΠΡΕ ΩΣ ΥΠΟΥΡΓΟΣ ΕΘΝΙΚΗΣ ΑΜΥΝΗΣ ΘΑ ΣΥΝΕΧΙΣΗ ΤΗΝ ΠΟΛΙΤΙΚΗΝ ΤΟΥ ΝΤΕ ΓΚΩΛ ΕΙΣ ΤΟ ΘΕΜΑ ΤΩΝ ΕΞΟΠΛΙΣΜΩΝ ΤΗΣ ΧΩΡΑΣ (1142, 492, 1555, 542)
page-number: Σελίς 9 (1359, 6, 1560, 57)
headline: ΕΛΛΗΝΙΚΗ ΕΙΣΦΟΡΑ ΠΡΟΣ ΙΔΡΥΣΙΝ ΕΙΣ ΝΕΑΝ ΥΟΡΚΗΝ ΑΘΛΗΤΙΚΟΥ ΓΗΠΕΔΟΥ ΤΟΥ «ΕΛΛΗΝΟΑΜΕΡΙΚΑΝΟΥ» (20, 1119, 221, 1184)
headline: ΕΠΥΡΠΟΛΗΣΕ ΤΟ ΦΟΡΤΗΓΟΝ ΤΟΥ ΕΚ ΕΚΔΙΚΗΣΕΩΣ ΔΙΑΜΑΡΤΥΡΙΑΣ (253, 0, 382, 64)
continuation-note: ΣΥΝΕΧΕΙΑ ΕΚ ΤΗΣ 1ΗΣ ΣΕΛ. (476, 993, 630, 1006)
column-rule (242, 0, 243, 2324)
dateline: ΑΘΗΝΑΙ, 16. — Η Εύα Λίλιου, (247, 1652, 388, 1675)
article-body: ΚΑΒΑΛΑ, 16. — Επέστρεψεν εις την οικίαν του ο σπουδαστής του οποίου η εξαφάνισις είχεν αναστατώσει την οικογένειάν του. (926, 283, 1124, 329)
coin-label: Γαλλίας (249, 707, 289, 718)
article-body: Ανακοινούνται τα τελευταία αποτελέσματα του διεθνούς τουρνουά αντισφαιρίσεως, εις το οποίον διεκρίθησαν οι Έλληνες αθληταί. (4, 1511, 237, 1547)
article-body: ΝΕΑ ΥΟΡΚΗ, 16. (Υπηρ. Τύπου). — ότι η σύμπραξις πολλών χωρών θα εφοδιάση την ανθρωπότητα με ένα παγκόσμιον σύστημα προβλέψεως των καιρικών συνθηκών, αι οποίαι ήσαν μέχρι τούδε άγνωστοι εις τους επιστήμονας. Η μελέτη των ανωτέρω στρωμάτων της ατμοσφαίρας θα επιτρέψη την ακριβή πρόβλεψιν βροχών, καταιγίδων, παγετών και ανομβρίας επί πολλάς ημέρας ενωρίτερον. Τα οφέλη δια την γεωργικήν παραγωγήν θα είναι τεράστια, διότι οι καλλιεργηταί θα δύνανται να προφυλάσσουν τας σοδειάς των και να προγραμματίζουν τας εργασίας των. Προς τον σκοπόν αυτόν χρησιμοποιούνται ήδη μετεωρολογικοί δορυφόροι, οι οποίοι αποστέλλουν φωτογραφίας των νεφών από μεγάλα ύψη, ενώ ειδικοί ηλεκτρονικοί εγκέφαλοι επεξεργάζονται τα στοιχεία. Η παγκόσμιος μετεωρολογική οργάνωσις θα συντονίση τας εργασίας όλων των εθνικών υπηρεσιών, ώστε αι παρατηρήσεις να ανταλλάσσωνται αμέσως. Υπολογίζεται ότι το σύστημα θα τεθή εις πλήρη λειτουργίαν εντός ολίγων ετών και θα αποβή πολύτιμον βοήθημα. (4, 184, 237, 473)
coin-label: Ελβετίας (249, 720, 293, 732)
article-body: ΒΟΛΟΣ, 16. — Διά βουλεύματος του Συμβουλίου Πλημμελειοδικών Βόλου, παραπέμπονται εις δίκην τρεις υπάλληλοι, οι οποίοι κατηγορούνται ότι εκαρπώθησαν το ποσόν των τριών εκατομμυρίων δραχμών εκ του ταμείου οργανισμού. Η υπόθεσις απεκαλύφθη κατά τον τακτικόν έλεγχον. (926, 95, 1124, 187)
dateline: ΑΘΗΝΑΙ, 16. — Αναλαμβάνεται ήδη (14, 573, 224, 585)
headline: ΑΝΕΒΗΣ ΑΙΡΑΣ ΚΑΙ ΤΑΣ ΠΑΡΕΔΩΣΕΝ (259, 1708, 376, 1736)
dateline: ΑΘΗΝΑΙ, 16. — Ενώπιον (936, 397, 1096, 409)
photo-caption: Ο υπουργός εμπορίου κ. Τσέλλος, κατά την επίσκεψίν του εις τον λιμένα, όπου εκτελούνται τα νέα έργα της Διεθνούς Εκθέσεως, συνομιλεί με τον πρόεδρον και την γενικήν διεύθυνσιν κ.κ. Κ. Παπαδάκην και Κ. Σαρρήν, επί της πορείας των εργασιών. (397, 397, 710, 455)
dateline: ΠΑΡΙΣΙΟΙ, 16. (Υπηρ. Τύπου). (1144, 974, 1309, 986)
article-body: οι Θεσσαλονικείς παρηκολούθησαν με αμείωτον ενδιαφέρον τας φάσεις της εκτοξεύσεως, συγκεντρωθέντες προ των δεκτών τηλεοράσεως εις τα καφενεία και τας πλατείας. Η συγκίνησις ήτο μεγάλη όταν ο πύραυλος απεγειώθη. (397, 851, 710, 897)
headline: ΕΡΕΥΝΑΙ ΗΡΧΙΣΑΝ ΠΑΛΙΝ ΕΙΣ ΤΟ ΠΑΓΓΑΙΟΝ ΠΡΩΤΟΒΟΥΛΙΑ ΙΔΙΩΤΙΚΩΝ ΕΠΙΧΕΙΡΗΣΕΩΝ ΠΡΟΣ ΑΝΕΥΡΕΣΙΝ ΚΟΙΤΑΣΜΑΤΩΝ ΧΡΥΣΟΥ (13, 484, 228, 565)
headline: Ο κ. ΤΣΕΛΛΟΣ ΑΦΙΧΘΕΙΣ ΕΙΣ ΘΕΣΣΑΛΟΝΙΚΗΝ ΕΝΗΜΕΡΩΘΗ ΕΠΙ ΘΕΜΑΤΩΝ ΤΟΥ ΕΜΠΟΡΙΟΥ (412, 0, 695, 61)
subheadline: ΑΤΥΧΗΜΑ Ή ΕΓΚΛΗΜΑ (247, 293, 388, 310)
column-5 (1134, 65, 1563, 2324)
article-body: ΡΑΛΕΗ, Β. Καρολίνα, 16. — Επιστήμονες απέδειξαν ότι τα πτερά των ορνίθων δύνανται να μετατραπούν εις θρεπτικήν ζωοτροφήν. (926, 610, 1124, 656)
portrait-photo (490, 1116, 617, 1193)
news-photo (397, 70, 710, 395)
article-body: ΑΘΗΝΑΙ, 16. — Η Ρίτα Κρεμίδα κατήγγειλεν την απώλειαν πολυτίμου καρφίτσας. (247, 1441, 388, 1487)
headline: ΤΑ ΥΠΕΡΠΟΛΥΤΕΛΗ ΑΛΛΟΤΕ ΓΑΛΛΙΚΑ ΚΑΖΙΝΑ ΕΧΟΥΝ ΑΡΧΙΣΕΙ ΝΑ ΑΜΕΡΙΚΑΝΟΠΟΙΟΥΝΤΑΙ (1151, 933, 1546, 966)
headline: Η ΕΦΗΜΕΡΙΣ «ΣΑΝ» ΘΑ ΔΙΑΚΟΨΗ ΤΗΝ ΕΚΔΟΣΙΝ ΤΗΣ (1370, 1045, 1546, 1072)
headline: Η ΘΕΡΙΝΗ ΕΚΠΑΙΔΕΥΣΙΣ ΜΑΘΗΤΩΝ — ΜΗΧΑΝΙΚΩΝ ΕΜΠΟΡΙΚΟΥ ΝΑΥΤΙΚΟΥ (944, 454, 1106, 495)
article-body: ΑΘΗΝΑΙ, 16. — Ενώπιον του Κακουργιοδικείου θα δικασθή αύριον η κατηγορουμένη δια τον φόνον του συζύγου της. (926, 397, 1124, 443)
column-rule (1129, 0, 1130, 2324)
headline: ΚΑΤΕΛΗΦΘΗ ΝΑ ΚΛΕΦΗ ΦΟΡΕΜΑΤΑ (257, 1158, 378, 1186)
subheadline: ΜΕΓΑΛΑ ΤΑ ΟΦΕΛΗ ΔΙΑ ΤΗΝ ΓΕΩΡΓΙΚΗΝ ΠΑΡΑΓΩΓΗΝ (4, 150, 237, 181)
coin-price: 332.00 (353, 694, 386, 705)
dateline: ΑΘΗΝΑΙ, 16. — Το κοινοτικόν (936, 1028, 1124, 1040)
headline: ΑΙ ΕΠΕΝΔΥΣΕΙΣ ΚΑΘΑΡΟΝ ΚΕΡΔΟΣ ΕΙΣ ΕΡΓΑΣΤΑΣΙΑ (247, 1040, 388, 1081)
dateline: ΠΑΡΙΣΙ, 16. (Υπηρ. Τύπου). (1144, 550, 1292, 562)
headline: ΜΕΤΕΤΕΘΗ ΕΙΣ ΑΘΗΝΑΣ ΕΚ ΤΟΥ ΓΡΑΦΕΙΟΥ ΕΥΡΕΣΕΩΣ ΕΡΓΑΣΙΑΣ (940, 911, 1110, 952)
dateline: ΓΕΝΕΥΗ, 16. (Υπηρ.). (936, 784, 1061, 796)
coin-price: 270.00 (353, 734, 386, 746)
price-row (249, 708, 386, 719)
dateline: ΝΕΑ ΥΟΡΚΗ, 16. (Ρώυτερ). (407, 1223, 568, 1235)
dateline: ΑΘΗΝΑΙ, 16. — Εις ωρισμένα (247, 480, 388, 504)
article-body: Αι τιμαί των εμπορευμάτων εις το χρηματιστήριον εμπορευμάτων Θεσσαλονίκης διεμορφώθησαν ως ακολούθως: σίτος σκληρός δρχ. 3,70, σίτος μαλακός 3,55, κριθή 2,95, βρώμη 2,80, αραβόσιτος 3,10 το οκά. Σταφίς σουλτανίνα τύπος 4 δρχ. 11,20, τύπος 5 δρχ. 10,80. (4, 1599, 237, 1679)
dateline: ΜΑΣΣΑΛΙΑ, 16. (Υπηρ.). (936, 1098, 1070, 1110)
article-body: ΑΘΗΝΑΙ, 16. — Ανεμεί ες επιτροπή ειδικών θα επιλέξη τους χώρους δια την ανέγερσιν των νέων νοσοκομείων εις τας επαρχίας. (247, 961, 388, 1030)
article-body: Ωρίσθησαν οι διαιτηταί των αγώνων της Κυριακής: εις Αθήνας ο κ. Παπαδόπουλος, εις Πειραιά ο κ. Ιωαννίδης, εις Θεσσαλονίκην ο κ. Δημητρίου, εις Βόλον ο κ. Αντωνίου και εις Λάρισαν ο κ. Γεωργίου. Οι αγώνες θα αρχίσουν εις τας 5.30 μ.μ. (4, 1283, 237, 1353)
